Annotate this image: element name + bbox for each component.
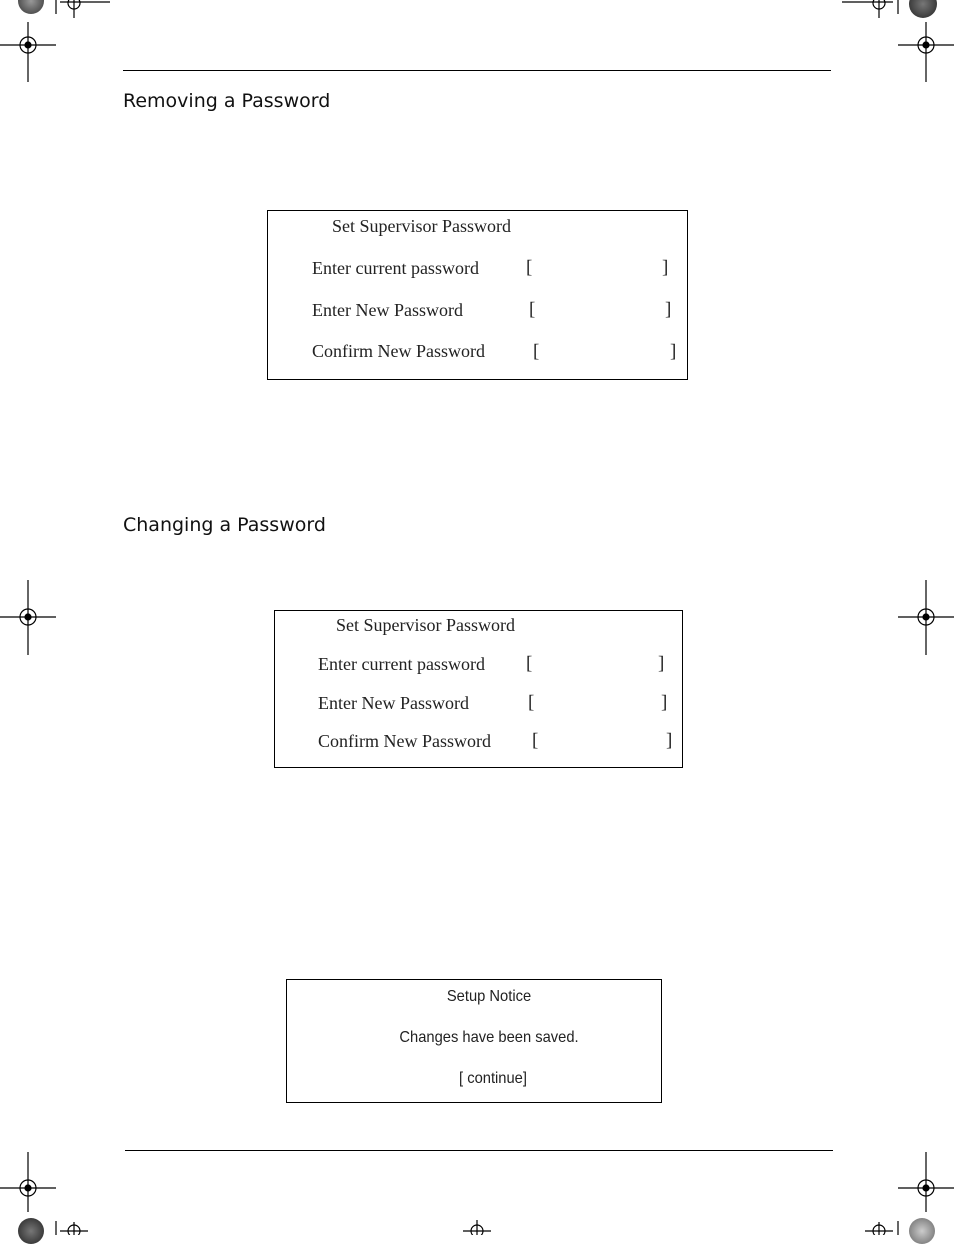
- current-password-field-close[interactable]: ]: [662, 257, 669, 278]
- dialog-title: Set Supervisor Password: [332, 216, 511, 236]
- supervisor-password-dialog-remove: [267, 210, 688, 380]
- bottom-rule: [125, 1150, 833, 1151]
- corner-disc-bottom-left: [18, 1218, 44, 1244]
- confirm-password-field-close[interactable]: ]: [666, 730, 673, 751]
- current-password-field-close[interactable]: ]: [658, 653, 665, 674]
- notice-title: Setup Notice: [446, 988, 532, 1005]
- notice-message: Changes have been saved.: [399, 1029, 579, 1046]
- confirm-password-field-open[interactable]: [: [532, 730, 539, 751]
- confirm-password-field-open[interactable]: [: [533, 341, 540, 362]
- supervisor-password-dialog-change: [274, 610, 683, 768]
- setup-notice-dialog: [286, 979, 662, 1103]
- new-password-label: Enter New Password: [312, 300, 463, 320]
- current-password-field-open[interactable]: [: [526, 257, 533, 278]
- dialog-title: Set Supervisor Password: [336, 615, 515, 635]
- new-password-field-close[interactable]: ]: [665, 299, 672, 320]
- confirm-password-label: Confirm New Password: [318, 731, 491, 751]
- corner-disc-bottom-right: [909, 1218, 935, 1244]
- top-rule: [123, 70, 831, 71]
- section-title-removing: Removing a Password: [123, 90, 331, 112]
- confirm-password-label: Confirm New Password: [312, 341, 485, 361]
- current-password-label: Enter current password: [318, 654, 485, 674]
- current-password-field-open[interactable]: [: [526, 653, 533, 674]
- new-password-field-close[interactable]: ]: [661, 692, 668, 713]
- new-password-label: Enter New Password: [318, 693, 469, 713]
- continue-button[interactable]: [ continue]: [459, 1070, 527, 1087]
- new-password-field-open[interactable]: [: [529, 299, 536, 320]
- current-password-label: Enter current password: [312, 258, 479, 278]
- confirm-password-field-close[interactable]: ]: [670, 341, 677, 362]
- new-password-field-open[interactable]: [: [528, 692, 535, 713]
- section-title-changing: Changing a Password: [123, 514, 326, 536]
